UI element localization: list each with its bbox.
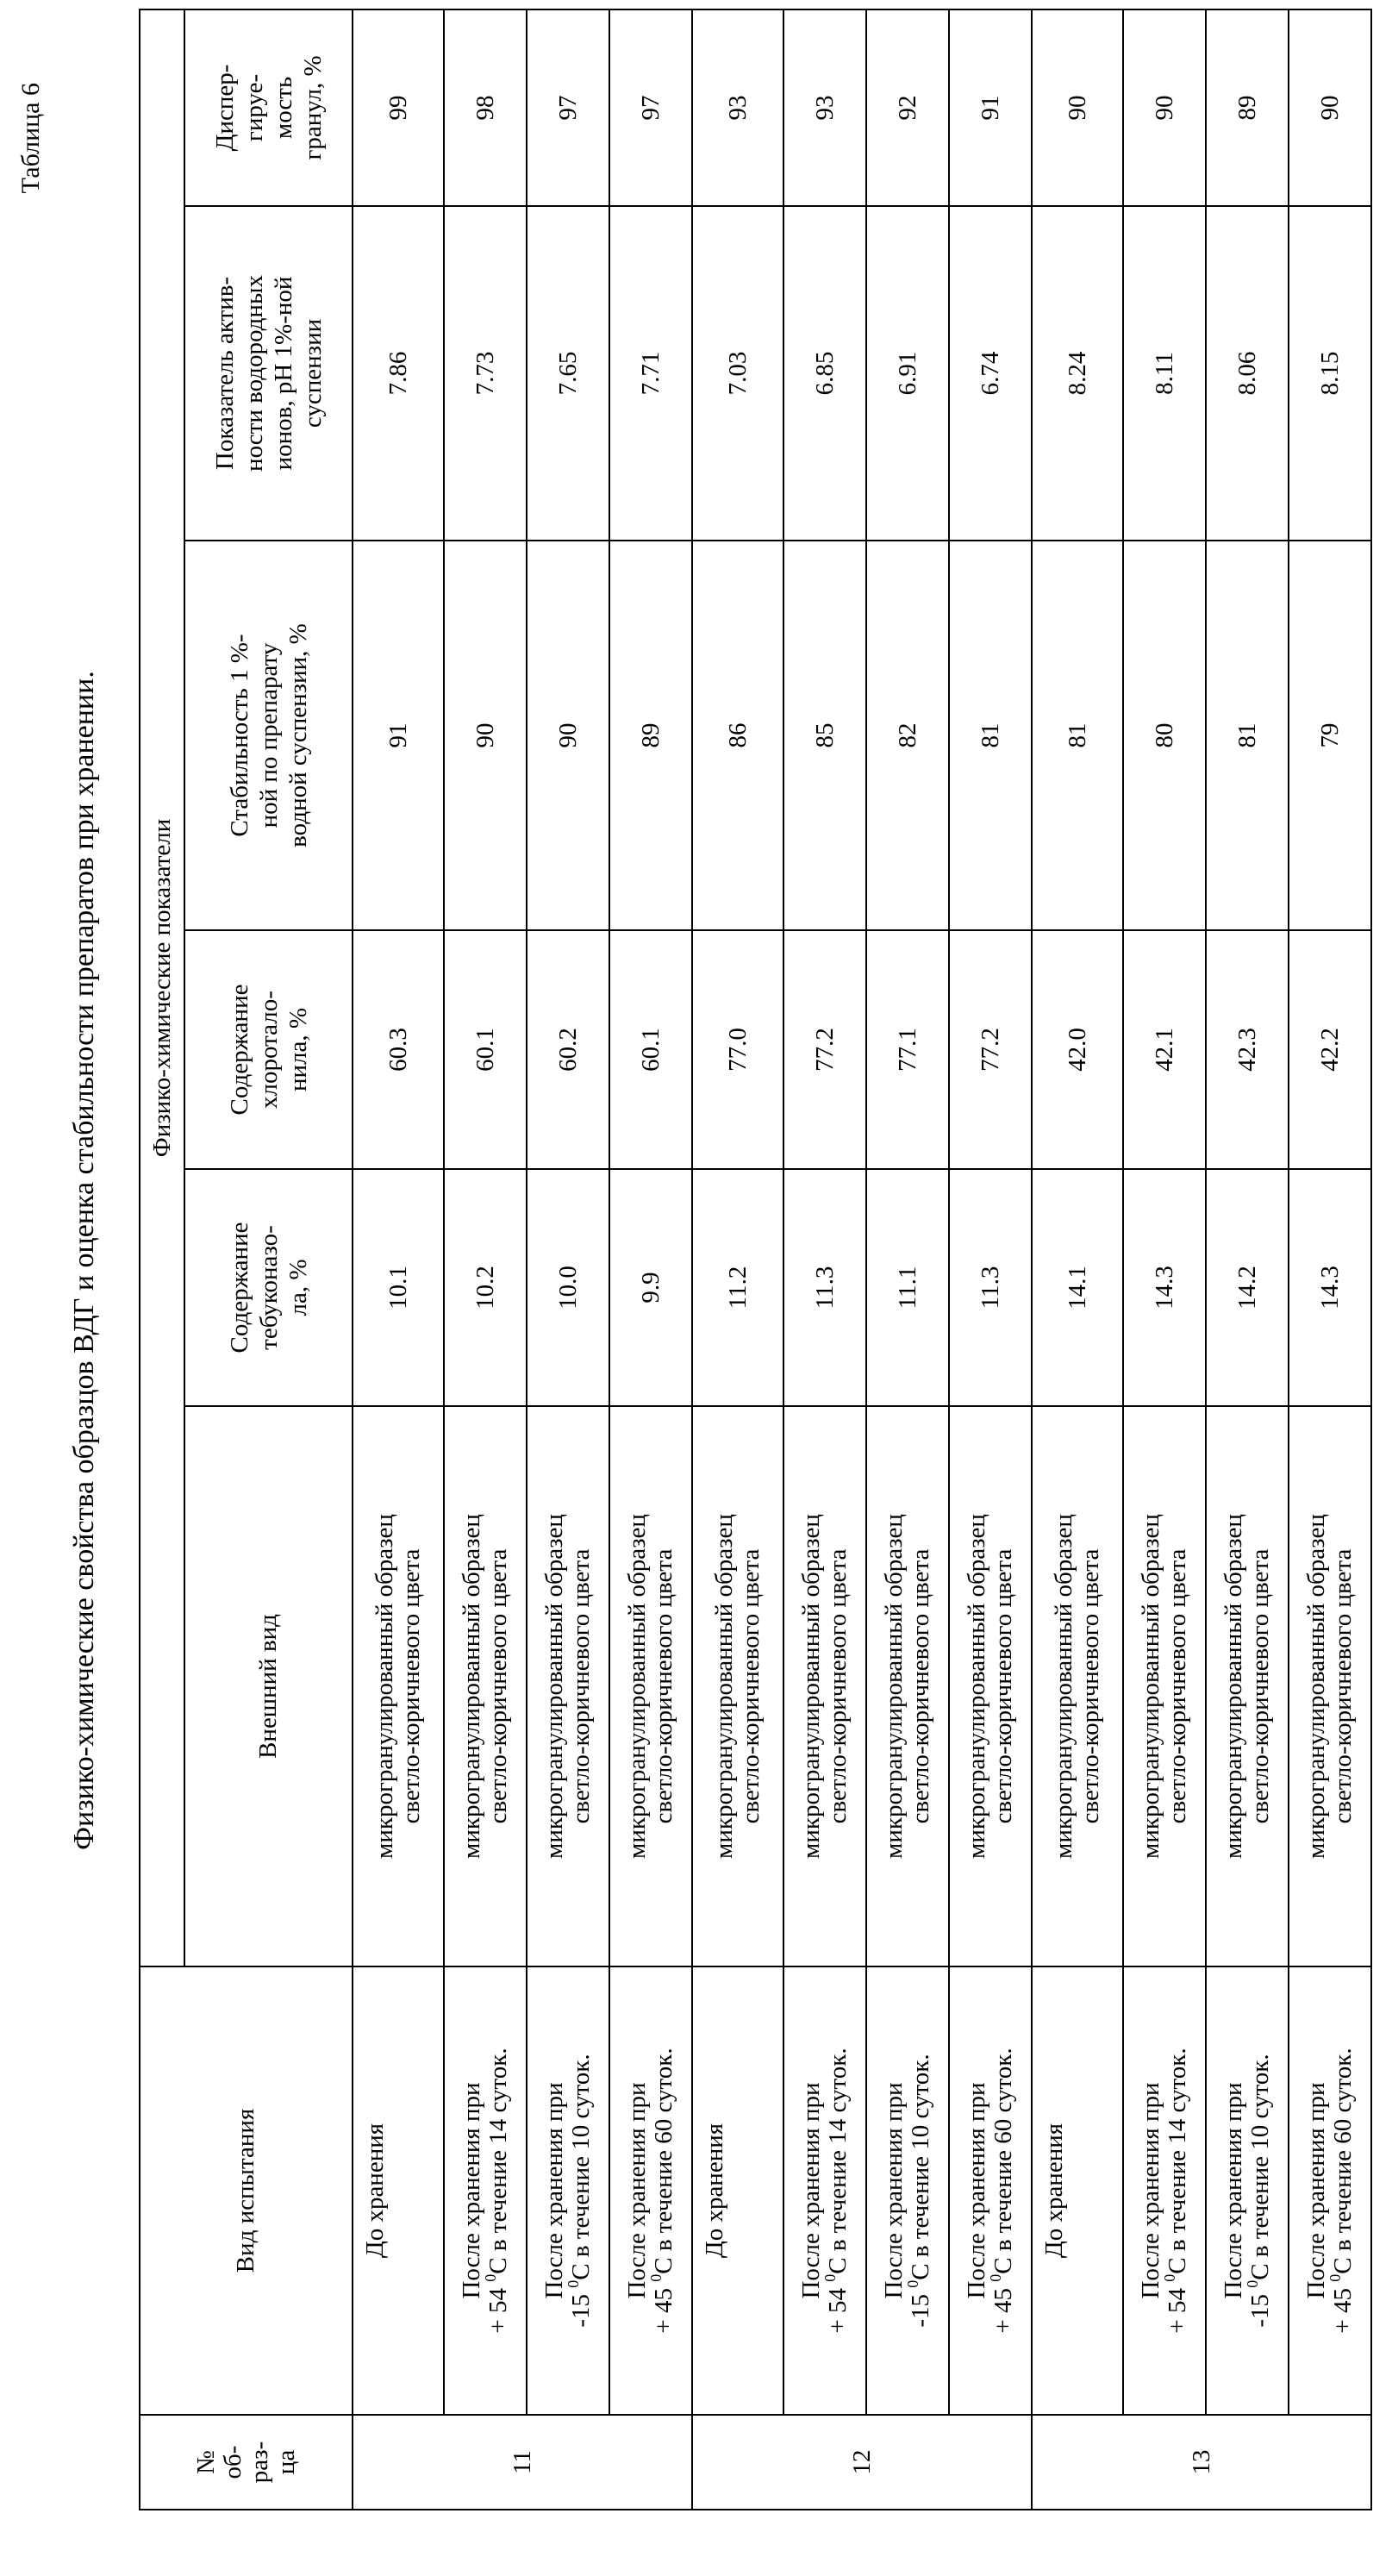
test-type-cell [1032, 1966, 1123, 2415]
header-ph: Показатель актив- ности водородных ионов, pH 1%-ной суспензии [184, 206, 353, 541]
appearance-cell [1206, 1406, 1289, 1966]
appearance-line-1: микрогранулированный образец [1138, 1414, 1164, 1959]
test-after-storage-label: После хранения при [1138, 1974, 1164, 2407]
appearance-line-2: светло-коричневого цвета [1247, 1414, 1274, 1959]
tebuconazole-cell: 11.3 [949, 1169, 1032, 1406]
test-type-cell [949, 1966, 1032, 2415]
header-stability: Стабильность 1 %- ной по препарату водной суспензии, % [184, 541, 353, 930]
stability-cell: 80 [1123, 541, 1206, 930]
appearance-line-1: микрогранулированный образец [881, 1414, 908, 1959]
temperature-value: -15 [1246, 2294, 1274, 2328]
appearance-line-2: светло-коричневого цвета [1164, 1414, 1191, 1959]
tebuconazole-cell: 14.2 [1206, 1169, 1289, 1406]
chlorothalonil-cell: 77.2 [783, 930, 866, 1169]
appearance-line-2: светло-коричневого цвета [398, 1414, 425, 1959]
degree-mark: 0 [821, 2274, 839, 2282]
duration-text: в течение 10 суток. [907, 2054, 934, 2263]
test-after-storage-label: После хранения при [1303, 1974, 1330, 2407]
appearance-cell [1032, 1406, 1123, 1966]
tebuconazole-cell: 10.1 [353, 1169, 444, 1406]
temperature-unit: С [1329, 2257, 1357, 2273]
test-type-cell [783, 1966, 866, 2415]
tebuconazole-cell: 14.3 [1123, 1169, 1206, 1406]
tebuconazole-cell: 14.3 [1289, 1169, 1371, 1406]
test-after-storage-label: После хранения при [798, 1974, 825, 2407]
dispersibility-cell: 93 [783, 9, 866, 206]
temperature-unit: С [567, 2263, 595, 2279]
test-type-cell [444, 1966, 527, 2415]
header-dispersibility: Диспер- гируе- мость гранул, % [184, 9, 353, 206]
rotated-page [0, 0, 1392, 2576]
table-row [609, 9, 692, 2510]
degree-mark: 0 [1161, 2274, 1178, 2282]
degree-mark: 0 [482, 2274, 499, 2282]
appearance-line-1: микрогранулированный образец [798, 1414, 825, 1959]
test-type-cell [1206, 1966, 1289, 2415]
table-row [353, 9, 444, 2510]
dispersibility-cell: 90 [1032, 9, 1123, 206]
test-condition [485, 1974, 512, 2407]
ph-cell: 8.06 [1206, 206, 1289, 541]
table-row [527, 9, 609, 2510]
appearance-line-1: микрогранулированный образец [1051, 1414, 1077, 1959]
table-label: Таблица 6 [16, 83, 47, 193]
appearance-cell [866, 1406, 949, 1966]
chlorothalonil-cell: 77.2 [949, 930, 1032, 1169]
sample-number: 12 [692, 2415, 1032, 2510]
temperature-unit: С [989, 2257, 1017, 2273]
dispersibility-cell: 90 [1289, 9, 1371, 206]
ph-cell: 7.86 [353, 206, 444, 541]
duration-text: в течение 10 суток. [567, 2054, 595, 2263]
test-before-storage: До хранения [1041, 1974, 1068, 2407]
test-condition [568, 1974, 595, 2407]
table-row [444, 9, 527, 2510]
ph-cell: 7.73 [444, 206, 527, 541]
stability-table [139, 9, 1372, 2510]
test-condition [1330, 1974, 1357, 2407]
table-row [1123, 9, 1206, 2510]
test-condition [651, 1974, 677, 2407]
table-row [783, 9, 866, 2510]
temperature-value: + 45 [1329, 2288, 1357, 2334]
dispersibility-cell: 90 [1123, 9, 1206, 206]
duration-text: в течение 14 суток. [824, 2048, 852, 2257]
appearance-line-2: светло-коричневого цвета [990, 1414, 1017, 1959]
appearance-cell [609, 1406, 692, 1966]
ph-cell: 7.65 [527, 206, 609, 541]
test-type-cell [692, 1966, 783, 2415]
temperature-value: + 45 [989, 2288, 1017, 2334]
test-type-cell [609, 1966, 692, 2415]
test-type-cell [527, 1966, 609, 2415]
stability-cell: 81 [949, 541, 1032, 930]
stability-cell: 90 [444, 541, 527, 930]
ph-cell: 7.03 [692, 206, 783, 541]
test-type-cell [1123, 1966, 1206, 2415]
test-after-storage-label: После хранения при [459, 1974, 485, 2407]
appearance-line-1: микрогранулированный образец [964, 1414, 990, 1959]
tebuconazole-cell: 11.1 [866, 1169, 949, 1406]
appearance-line-2: светло-коричневого цвета [738, 1414, 765, 1959]
test-after-storage-label: После хранения при [541, 1974, 568, 2407]
chlorothalonil-cell: 42.0 [1032, 930, 1123, 1169]
chlorothalonil-cell: 42.1 [1123, 930, 1206, 1169]
dispersibility-cell: 91 [949, 9, 1032, 206]
appearance-cell [527, 1406, 609, 1966]
header-group-physchem: Физико-химические показатели [140, 9, 184, 1966]
duration-text: в течение 60 суток. [650, 2048, 677, 2257]
stability-cell: 89 [609, 541, 692, 930]
header-row-group [140, 9, 184, 2510]
test-type-cell [353, 1966, 444, 2415]
chlorothalonil-cell: 60.2 [527, 930, 609, 1169]
temperature-value: + 54 [824, 2288, 852, 2334]
stability-cell: 86 [692, 541, 783, 930]
header-sample-no: № об- раз- ца [140, 2415, 353, 2510]
temperature-value: -15 [907, 2294, 934, 2328]
test-type-cell [1289, 1966, 1371, 2415]
duration-text: в течение 60 суток. [989, 2048, 1017, 2257]
appearance-line-2: светло-коричневого цвета [651, 1414, 677, 1959]
dispersibility-cell: 99 [353, 9, 444, 206]
appearance-line-2: светло-коричневого цвета [485, 1414, 512, 1959]
dispersibility-cell: 92 [866, 9, 949, 206]
ph-cell: 6.91 [866, 206, 949, 541]
tebuconazole-cell: 14.1 [1032, 1169, 1123, 1406]
ph-cell: 7.71 [609, 206, 692, 541]
header-appearance: Внешний вид [184, 1406, 353, 1966]
stability-cell: 82 [866, 541, 949, 930]
table-row [1289, 9, 1371, 2510]
temperature-unit: С [824, 2257, 852, 2273]
chlorothalonil-cell: 42.2 [1289, 930, 1371, 1169]
test-condition [908, 1974, 934, 2407]
temperature-value: -15 [567, 2294, 595, 2328]
appearance-line-1: микрогранулированный образец [371, 1414, 398, 1959]
tebuconazole-cell: 11.2 [692, 1169, 783, 1406]
table-row [1032, 9, 1123, 2510]
appearance-cell [444, 1406, 527, 1966]
dispersibility-cell: 93 [692, 9, 783, 206]
stability-cell: 81 [1032, 541, 1123, 930]
tebuconazole-cell: 10.2 [444, 1169, 527, 1406]
temperature-unit: С [1246, 2263, 1274, 2279]
appearance-line-2: светло-коричневого цвета [908, 1414, 934, 1959]
stability-cell: 91 [353, 541, 444, 930]
chlorothalonil-cell: 77.1 [866, 930, 949, 1169]
dispersibility-cell: 97 [527, 9, 609, 206]
table-row [866, 9, 949, 2510]
chlorothalonil-cell: 60.1 [609, 930, 692, 1169]
table-row [1206, 9, 1289, 2510]
test-after-storage-label: После хранения при [881, 1974, 908, 2407]
temperature-value: + 54 [484, 2288, 512, 2334]
dispersibility-cell: 89 [1206, 9, 1289, 206]
tebuconazole-cell: 11.3 [783, 1169, 866, 1406]
temperature-unit: С [907, 2263, 934, 2279]
chlorothalonil-cell: 42.3 [1206, 930, 1289, 1169]
duration-text: в течение 60 суток. [1329, 2048, 1357, 2257]
table-row [949, 9, 1032, 2510]
appearance-line-1: микрогранулированный образец [711, 1414, 738, 1959]
degree-mark: 0 [904, 2280, 921, 2288]
chlorothalonil-cell: 77.0 [692, 930, 783, 1169]
appearance-cell [1123, 1406, 1206, 1966]
degree-mark: 0 [1244, 2280, 1261, 2288]
ph-cell: 8.24 [1032, 206, 1123, 541]
tebuconazole-cell: 9.9 [609, 1169, 692, 1406]
sample-number: 13 [1032, 2415, 1371, 2510]
degree-mark: 0 [987, 2274, 1004, 2282]
appearance-line-1: микрогранулированный образец [459, 1414, 485, 1959]
table-body [353, 9, 1371, 2510]
stability-cell: 90 [527, 541, 609, 930]
chlorothalonil-cell: 60.3 [353, 930, 444, 1169]
temperature-value: + 45 [650, 2288, 677, 2334]
temperature-unit: С [650, 2257, 677, 2273]
header-tebuconazole: Содержание тебуконазо- ла, % [184, 1169, 353, 1406]
ph-cell: 6.85 [783, 206, 866, 541]
test-type-cell [866, 1966, 949, 2415]
appearance-cell [949, 1406, 1032, 1966]
appearance-line-1: микрогранулированный образец [624, 1414, 651, 1959]
appearance-line-2: светло-коричневого цвета [1077, 1414, 1104, 1959]
tebuconazole-cell: 10.0 [527, 1169, 609, 1406]
stability-cell: 85 [783, 541, 866, 930]
test-condition [1164, 1974, 1191, 2407]
stability-cell: 81 [1206, 541, 1289, 930]
test-before-storage: До хранения [702, 1974, 728, 2407]
ph-cell: 6.74 [949, 206, 1032, 541]
header-chlorothalonil: Содержание хлоротало- нила, % [184, 930, 353, 1169]
chlorothalonil-cell: 60.1 [444, 930, 527, 1169]
sample-number: 11 [353, 2415, 692, 2510]
appearance-cell [783, 1406, 866, 1966]
degree-mark: 0 [1326, 2274, 1344, 2282]
appearance-line-1: микрогранулированный образец [541, 1414, 568, 1959]
appearance-cell [692, 1406, 783, 1966]
dispersibility-cell: 98 [444, 9, 527, 206]
dispersibility-cell: 97 [609, 9, 692, 206]
degree-mark: 0 [565, 2280, 582, 2288]
test-before-storage: До хранения [362, 1974, 389, 2407]
duration-text: в течение 14 суток. [484, 2048, 512, 2257]
temperature-unit: С [1164, 2257, 1191, 2273]
test-condition [1247, 1974, 1274, 2407]
appearance-cell [1289, 1406, 1371, 1966]
test-after-storage-label: После хранения при [964, 1974, 990, 2407]
stability-cell: 79 [1289, 541, 1371, 930]
appearance-cell [353, 1406, 444, 1966]
temperature-unit: С [484, 2257, 512, 2273]
appearance-line-2: светло-коричневого цвета [568, 1414, 595, 1959]
header-test-type: Вид испытания [140, 1966, 353, 2415]
appearance-line-1: микрогранулированный образец [1220, 1414, 1247, 1959]
ph-cell: 8.11 [1123, 206, 1206, 541]
test-after-storage-label: После хранения при [624, 1974, 651, 2407]
table-row [692, 9, 783, 2510]
ph-cell: 8.15 [1289, 206, 1371, 541]
duration-text: в течение 10 суток. [1246, 2054, 1274, 2263]
degree-mark: 0 [647, 2274, 665, 2282]
test-after-storage-label: После хранения при [1220, 1974, 1247, 2407]
table-title: Физико-химические свойства образцов ВДГ и оценка стабильности препаратов при хранении. [67, 10, 102, 2510]
appearance-line-1: микрогранулированный образец [1303, 1414, 1330, 1959]
test-condition [990, 1974, 1017, 2407]
test-condition [825, 1974, 852, 2407]
appearance-line-2: светло-коричневого цвета [1330, 1414, 1357, 1959]
appearance-line-2: светло-коричневого цвета [825, 1414, 852, 1959]
temperature-value: + 54 [1164, 2288, 1191, 2334]
duration-text: в течение 14 суток. [1164, 2048, 1191, 2257]
